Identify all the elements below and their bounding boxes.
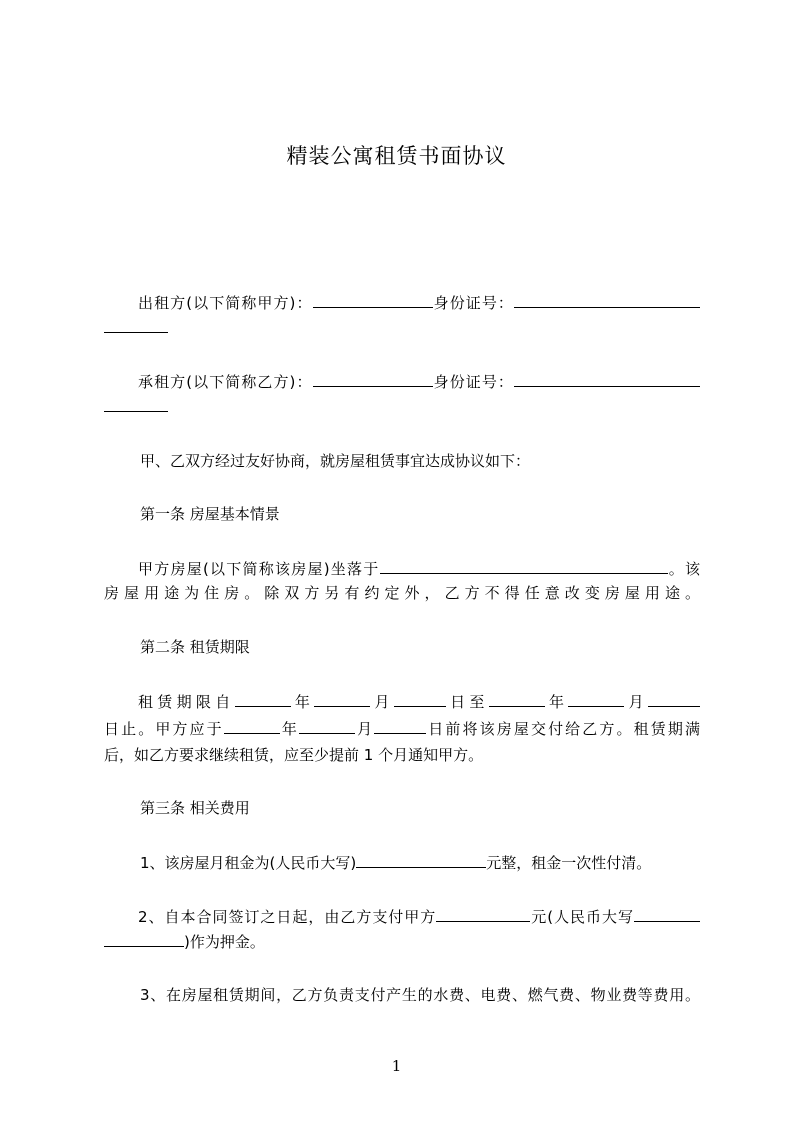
- article1-heading: 第一条 房屋基本情景: [140, 505, 280, 523]
- month-label: 月: [370, 693, 394, 711]
- delivery-year-blank: [224, 719, 280, 734]
- article2-line2: [104, 719, 700, 738]
- article2-line1: [104, 692, 700, 711]
- start-month-blank: [314, 692, 370, 707]
- end-year-blank: [489, 692, 545, 707]
- month-label: 月: [354, 720, 375, 738]
- party-b-name-blank: [313, 372, 433, 387]
- article1-line2: 房屋用途为住房。除双方另有约定外，乙方不得任意改变房屋用途。: [104, 584, 700, 602]
- rent-amount-blank: [356, 853, 486, 868]
- party-b-line: [104, 372, 700, 391]
- article3-heading: 第三条 相关费用: [140, 799, 250, 817]
- party-b-id-blank-cont: [104, 397, 168, 412]
- year-label: 年: [279, 720, 299, 738]
- year-label: 年: [544, 693, 569, 711]
- party-b-label: 承租方(以下简称乙方)：: [138, 373, 313, 391]
- article2-line3: 后，如乙方要求继续租赁，应至少提前 1 个月通知甲方。: [104, 746, 484, 764]
- party-b-id-blank: [514, 372, 700, 387]
- party-a-id-blank-cont: [104, 318, 168, 333]
- party-b-id-label: 身份证号：: [432, 373, 514, 391]
- article1-location-label: 甲方房屋(以下简称该房屋)坐落于: [138, 560, 380, 578]
- deposit-label: 2、自本合同签订之日起，由乙方支付甲方: [138, 908, 437, 926]
- party-a-line: [104, 293, 700, 312]
- party-a-id-label: 身份证号：: [432, 294, 514, 312]
- rent-tail: 元整，租金一次性付清。: [486, 854, 652, 872]
- intro-paragraph: 甲、乙双方经过友好协商，就房屋租赁事宜达成协议如下：: [140, 452, 531, 470]
- page-number: 1: [391, 1057, 402, 1075]
- article3-item2-line1: [104, 907, 700, 926]
- rent-label: 1、该房屋月租金为(人民币大写): [140, 854, 357, 872]
- deposit-amount-blank: [436, 907, 530, 922]
- article3-item1: [104, 853, 700, 872]
- delivery-month-blank: [299, 719, 355, 734]
- article1-location-blank: [380, 559, 668, 574]
- article3-item3: 3、在房屋租赁期间，乙方负责支付产生的水费、电费、燃气费、物业费等费用。: [140, 986, 700, 1004]
- end-day-blank: [648, 692, 700, 707]
- start-year-blank: [235, 692, 291, 707]
- end-month-blank: [568, 692, 624, 707]
- article1-line1: [104, 559, 700, 578]
- day-to-label: 日至: [445, 693, 489, 711]
- delivery-label: 日止。甲方应于: [104, 720, 224, 738]
- year-label: 年: [290, 693, 315, 711]
- article1-text-end: 。该: [667, 560, 700, 578]
- month-label: 月: [624, 693, 648, 711]
- deposit-uppercase-blank-cont: [104, 932, 184, 947]
- party-a-label: 出租方(以下简称甲方)：: [138, 294, 313, 312]
- deposit-uppercase-label: 元(人民币大写: [530, 908, 634, 926]
- deposit-uppercase-blank: [634, 907, 700, 922]
- start-day-blank: [394, 692, 446, 707]
- delivery-day-blank: [374, 719, 426, 734]
- deposit-tail: )作为押金。: [184, 933, 265, 951]
- article2-heading: 第二条 租赁期限: [140, 638, 250, 656]
- article3-item2-line2: [104, 932, 700, 951]
- party-a-name-blank: [313, 293, 433, 308]
- document-title: 精装公寓租赁书面协议: [286, 144, 507, 168]
- term-start-label: 租赁期限自: [138, 693, 235, 711]
- party-b-line-continued: [104, 397, 700, 416]
- party-a-id-blank: [514, 293, 700, 308]
- party-a-line-continued: [104, 318, 700, 337]
- delivery-tail: 日前将该房屋交付给乙方。租赁期满: [426, 720, 700, 738]
